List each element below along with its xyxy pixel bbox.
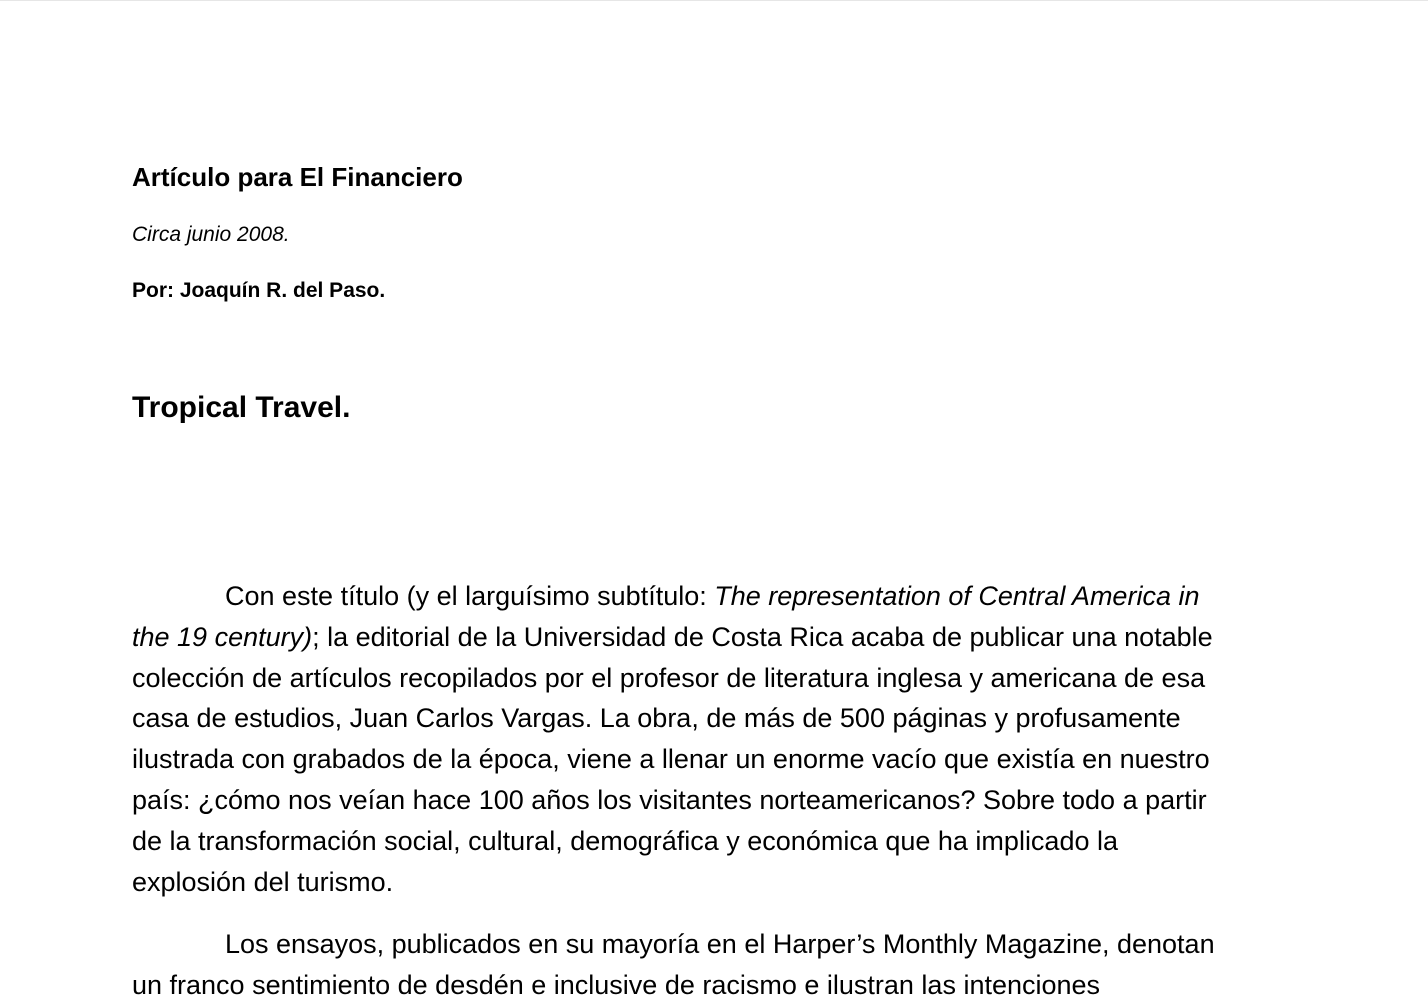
subtitle-italic-start: The representation of Central America in xyxy=(714,581,1200,611)
paragraph-1-line-6: país: ¿cómo nos veían hace 100 años los visitantes norteamericanos? Sobre todo a partir xyxy=(132,784,1207,815)
paragraph-1-line-1 xyxy=(132,576,1282,617)
paragraph-2-line-1: Los ensayos, publicados en su mayoría en el Harper’s Monthly Magazine, denotan xyxy=(225,929,1215,959)
paragraph-1 xyxy=(132,576,1282,902)
header-title: Artículo para El Financiero xyxy=(132,162,463,192)
paragraph-1-line-7: de la transformación social, cultural, demográfica y económica que ha implicado la xyxy=(132,825,1119,856)
author-line: Por: Joaquín R. del Paso. xyxy=(132,279,386,302)
paragraph-2-line-2: un franco sentimiento de desdén e inclusive de racismo e ilustran las intenciones xyxy=(132,969,1101,1000)
paragraph-1-line-2-text: ; la editorial de la Universidad de Costa Rica acaba de publicar una notable xyxy=(312,621,1213,652)
article-title: Tropical Travel. xyxy=(132,391,351,424)
paragraph-1-line-3: colección de artículos recopilados por el profesor de literatura inglesa y americana de esa xyxy=(132,662,1206,693)
paragraph-1-line-5: ilustrada con grabados de la época, viene a llenar un enorme vacío que existía en nuestro xyxy=(132,744,1210,775)
subtitle-italic-end: the 19 century) xyxy=(132,621,313,652)
paragraph-1-line-8: explosión del turismo. xyxy=(132,866,394,897)
paragraph-2 xyxy=(132,924,1282,1006)
date-line: Circa junio 2008. xyxy=(132,223,290,246)
paragraph-1-line-2 xyxy=(132,617,1282,658)
paragraph-1-line-4: casa de estudios, Juan Carlos Vargas. La obra, de más de 500 páginas y profusamente xyxy=(132,703,1181,734)
document-page xyxy=(132,0,1282,1000)
paragraph-1-line-1-text: Con este título (y el larguísimo subtítulo: xyxy=(225,581,715,611)
